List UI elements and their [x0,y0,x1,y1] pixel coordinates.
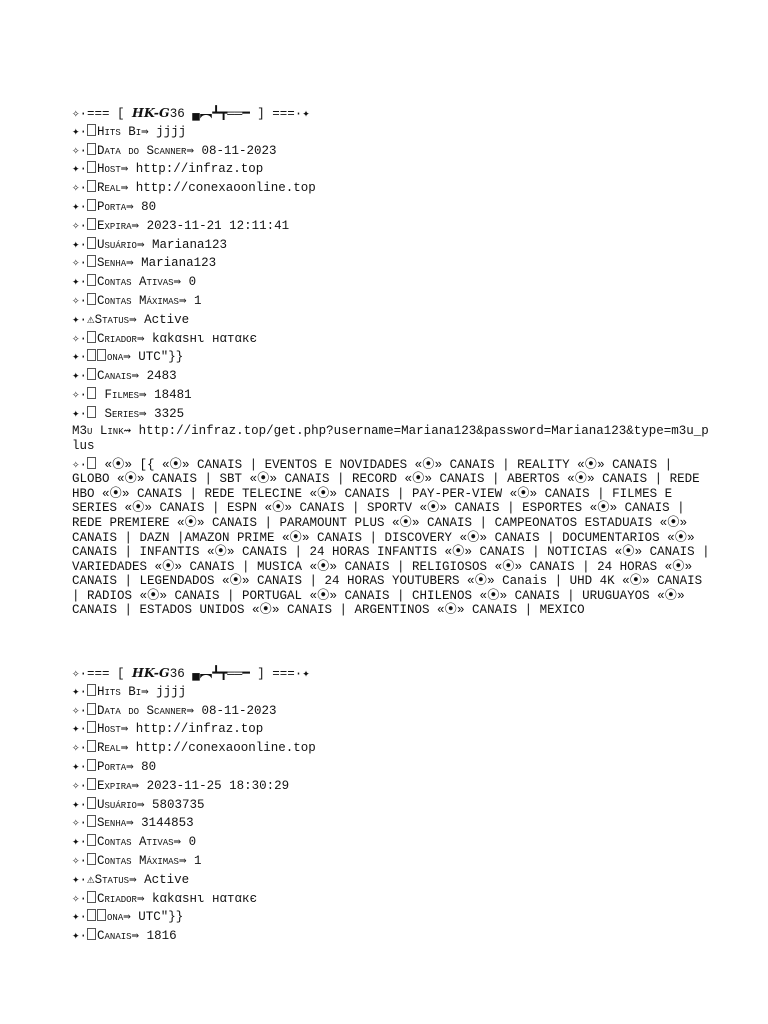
bullet-icon: ✧· [72,293,88,308]
separator-icon: ⇛ [173,275,189,290]
field-row [72,739,712,758]
bullet-icon: ✧· [72,741,88,756]
field-row [72,217,712,236]
unknown-glyph-icon [87,834,96,846]
unknown-glyph-icon [87,349,96,361]
unknown-glyph-icon [87,891,96,903]
field-value: Mariana123 [151,237,227,252]
m3u-url[interactable]: http://infraz.top/get.php?username=Mariana123&password=Mariana123&type=m3u_plus [72,423,709,453]
unknown-glyph-icon [87,815,96,827]
account-entry-2 [72,664,712,946]
separator-icon: ⇛ [120,181,136,196]
field-row [72,405,712,424]
bullet-icon: ✧· [72,387,88,402]
header-prefix: ✧·=== [ [72,107,133,121]
field-row [72,777,712,796]
unknown-glyph-icon [87,740,96,752]
bullet-icon: ✦· [72,275,88,290]
unknown-glyph-icon [87,928,96,940]
field-label: Porta [97,759,127,774]
field-row [72,796,712,815]
field-row [72,852,712,871]
separator-icon: ⇛ [120,162,136,177]
separator-icon: ⇛ [136,891,152,906]
field-label: Series [97,406,140,421]
field-row [72,833,712,852]
bullet-icon: ✧· [72,143,88,158]
unknown-glyph-icon [87,368,96,380]
bullet-icon: ✦· [72,835,88,850]
field-value: kαkαѕнι нαтαкє [151,891,258,906]
unknown-glyph-icon [87,143,96,155]
field-row [72,386,712,405]
unknown-glyph-icon [87,703,96,715]
unknown-glyph-icon [97,349,106,361]
separator-icon: ⇛ [129,872,145,887]
separator-icon: ⇛ [136,331,152,346]
separator-icon: ⇛ [123,910,139,925]
separator-icon: ⇛ [136,797,152,812]
unknown-glyph-icon [87,778,96,790]
field-value: http://infraz.top [135,722,264,737]
field-label: Contas Máximas [97,293,179,308]
unknown-glyph-icon [87,331,96,343]
field-label: Contas Máximas [97,853,179,868]
field-label: Real [97,181,121,196]
field-row [72,123,712,142]
bullet-icon: ✦· [72,124,88,139]
field-row [72,758,712,777]
unknown-glyph-icon [87,237,96,249]
separator-icon: ⇛ [126,199,142,214]
bullet-icon: ✦·⚠ [72,312,95,327]
separator-icon: ⇛ [131,369,147,384]
field-label: Status [94,312,130,327]
unknown-glyph-icon [87,180,96,192]
field-label: Usuário [97,797,137,812]
unknown-glyph-icon [87,759,96,771]
entry-header [72,104,712,123]
field-value: 0 [188,275,197,290]
field-row [72,367,712,386]
bullet-icon: ✦· [72,199,88,214]
field-row [72,348,712,367]
separator-icon: ⇛ [186,143,202,158]
separator-icon: ⇛ [178,293,194,308]
separator-icon: ⇛ [129,312,145,327]
field-value: 80 [141,199,157,214]
field-row [72,871,712,890]
bullet-icon: ✧· [72,891,88,906]
field-value: 2023-11-21 12:11:41 [146,218,290,233]
field-value: 08-11-2023 [201,703,277,718]
separator-icon: ⇛ [141,124,157,139]
field-value: 3325 [154,406,185,421]
field-value: http://conexaoonline.top [135,181,316,196]
field-label: Status [94,872,130,887]
m3u-separator: ⇝ [123,423,139,438]
bullet-icon: ✧· [72,256,88,271]
field-label: Contas Ativas [97,275,174,290]
unknown-glyph-icon [87,909,96,921]
field-label: Canais [97,369,132,384]
unknown-glyph-icon [87,406,96,418]
header-suffix: 36 ▄︻┻┳══━ ] ===·✦ [169,667,310,681]
bullet-icon: ✦· [72,722,88,737]
field-label: Criador [97,891,137,906]
field-value: 1 [193,853,202,868]
separator-icon: ⇛ [178,853,194,868]
bullet-icon: ✦· [72,162,88,177]
bullet-icon: ✦· [72,350,88,365]
separator-icon: ⇛ [120,741,136,756]
unknown-glyph-icon [87,387,96,399]
field-value: 08-11-2023 [201,143,277,158]
entry-header [72,664,712,683]
field-row [72,273,712,292]
unknown-glyph-icon [87,853,96,865]
separator-icon: ⇛ [123,350,139,365]
field-row [72,890,712,909]
separator-icon: ⇛ [136,237,152,252]
field-value: 80 [141,759,157,774]
bullet-icon: ✦· [72,929,88,944]
bullet-icon: ✦· [72,684,88,699]
bullet-icon: ✧· [72,331,88,346]
unknown-glyph-icon [87,721,96,733]
entry-field-list [72,683,712,946]
field-label: Senha [97,816,127,831]
header-prefix: ✧·=== [ [72,667,133,681]
field-value: jjjj [156,684,187,699]
field-label: Expira [97,778,132,793]
bullet-icon: ✧· [72,816,88,831]
field-row [72,683,712,702]
unknown-glyph-icon [97,909,106,921]
unknown-glyph-icon [87,797,96,809]
field-label: Real [97,741,121,756]
field-value: http://infraz.top [135,162,264,177]
field-value: 2483 [146,369,177,384]
field-row [72,908,712,927]
field-value: UTC"}} [138,350,184,365]
unknown-glyph-icon [87,274,96,286]
m3u-link [72,424,712,454]
field-row [72,142,712,161]
field-label: Host [97,722,121,737]
unknown-glyph-icon [87,161,96,173]
separator-icon: ⇛ [186,703,202,718]
separator-icon: ⇛ [131,218,147,233]
entry-field-list [72,123,712,424]
field-value: 5803735 [151,797,205,812]
field-label: Expira [97,218,132,233]
field-row [72,927,712,946]
field-label: ona [107,350,124,365]
header-brand: HK-G [132,665,170,680]
field-label: Canais [97,929,132,944]
bullet-icon: ✦· [72,406,88,421]
field-value: http://conexaoonline.top [135,741,316,756]
unknown-glyph-icon [87,218,96,230]
separator-icon: ⇛ [173,835,189,850]
bullet-icon: ✦· [72,369,88,384]
bullet-icon: ✦· [72,237,88,252]
bullet-icon: ✦· [72,910,88,925]
field-value: Active [144,312,190,327]
field-value: 0 [188,835,197,850]
field-label: Data do Scanner [97,143,187,158]
field-value: Active [144,872,190,887]
channels-text: «⦿» [{ «⦿» CANAIS | EVENTOS E NOVIDADES «⦿» CANAIS | REALITY «⦿» CANAIS | GLOBO «⦿» CANAIS | SBT «⦿» CANAIS | RECORD «⦿» CANAIS | ABERTOS «⦿» CANAIS | REDE HBO «⦿» CANAIS | REDE TELECINE «⦿» CANAIS | PAY-PER-VIEW «⦿» CANAIS | FILMES E SERIES «⦿» CANAIS | ESPN «⦿» CANAIS | SPORTV «⦿» CANAIS | ESPORTES «⦿» CANAIS | REDE PREMIERE «⦿» CANAIS | PARAMOUNT PLUS «⦿» CANAIS | CAMPEONATOS ESTADUAIS «⦿» CANAIS | DAZN |AMAZON PRIME «⦿» CANAIS | DISCOVERY «⦿» CANAIS | DOCUMENTARIOS «⦿» CANAIS | INFANTIS «⦿» CANAIS | 24 HORAS INFANTIS «⦿» CANAIS | NOTICIAS «⦿» CANAIS | VARIEDADES «⦿» CANAIS | MUSICA «⦿» CANAIS | RELIGIOSOS «⦿» CANAIS | 24 HORAS «⦿» CANAIS | LEGENDADOS «⦿» CANAIS | 24 HORAS YOUTUBERS «⦿» Canais | UHD 4K «⦿» CANAIS | RADIOS «⦿» CANAIS | PORTUGAL «⦿» CANAIS | CHILENOS «⦿» CANAIS | URUGUAYOS «⦿» CANAIS | ESTADOS UNIDOS «⦿» CANAIS | ARGENTINOS «⦿» CANAIS | MEXICO [72,457,710,618]
field-label: Usuário [97,237,137,252]
field-value: 18481 [154,387,192,402]
channels-bullet: ✧· [72,457,88,472]
bullet-icon: ✧· [72,853,88,868]
separator-icon: ⇛ [126,816,142,831]
unknown-glyph-icon [87,684,96,696]
field-row [72,330,712,349]
field-value: Mariana123 [141,256,217,271]
field-row [72,292,712,311]
unknown-glyph-icon [87,293,96,305]
field-label: Hits Bi [97,684,142,699]
bullet-icon: ✦· [72,759,88,774]
separator-icon: ⇛ [131,778,147,793]
field-label: Hits Bi [97,124,142,139]
unknown-glyph-icon [87,457,96,469]
bullet-icon: ✦·⚠ [72,872,95,887]
separator-icon: ⇛ [126,759,142,774]
field-row [72,311,712,330]
header-brand: HK-G [132,105,170,120]
field-label: Porta [97,199,127,214]
bullet-icon: ✧· [72,778,88,793]
field-label: ona [107,910,124,925]
header-suffix: 36 ▄︻┻┳══━ ] ===·✦ [169,107,310,121]
field-row [72,254,712,273]
unknown-glyph-icon [87,199,96,211]
field-label: Filmes [97,387,140,402]
field-value: 1816 [146,929,177,944]
account-entry-1 [72,104,712,618]
field-label: Senha [97,256,127,271]
field-value: kαkαѕнι нαтαкє [151,331,258,346]
field-label: Contas Ativas [97,835,174,850]
separator-icon: ⇛ [139,387,155,402]
separator-icon: ⇛ [126,256,142,271]
field-row [72,179,712,198]
field-value: jjjj [156,124,187,139]
field-label: Criador [97,331,137,346]
separator-icon: ⇛ [139,406,155,421]
separator-icon: ⇛ [120,722,136,737]
field-value: 3144853 [141,816,194,831]
separator-icon: ⇛ [131,929,147,944]
bullet-icon: ✦· [72,797,88,812]
m3u-label: M3u Link [72,423,124,438]
field-label: Data do Scanner [97,703,187,718]
field-row [72,236,712,255]
field-value: 2023-11-25 18:30:29 [146,778,290,793]
bullet-icon: ✧· [72,218,88,233]
field-row [72,720,712,739]
field-label: Host [97,162,121,177]
field-value: 1 [193,293,202,308]
bullet-icon: ✧· [72,703,88,718]
field-row [72,814,712,833]
channel-categories [72,457,712,619]
separator-icon: ⇛ [141,684,157,699]
field-row [72,702,712,721]
field-row [72,198,712,217]
unknown-glyph-icon [87,124,96,136]
bullet-icon: ✧· [72,181,88,196]
field-value: UTC"}} [138,910,184,925]
unknown-glyph-icon [87,255,96,267]
field-row [72,160,712,179]
